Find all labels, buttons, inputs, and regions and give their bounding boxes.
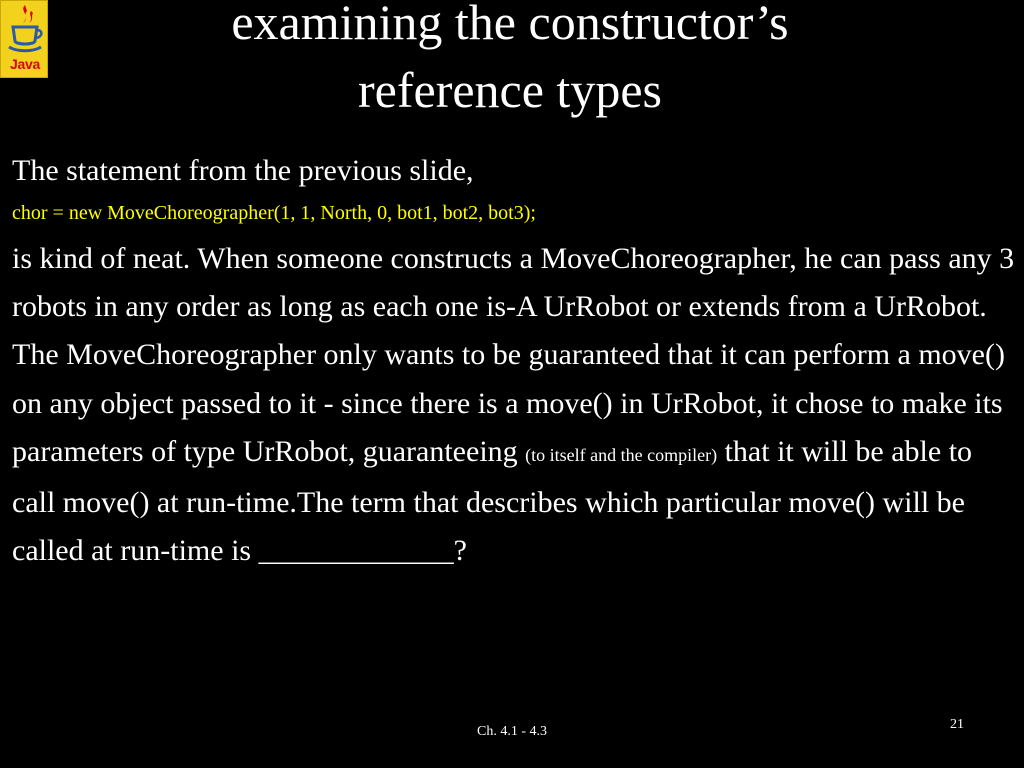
java-logo: [0, 0, 48, 78]
logo-text: Java: [10, 56, 40, 72]
explanation-paragraph: [12, 235, 1017, 575]
intro-text: The statement from the previous slide,: [12, 154, 474, 187]
slide-title-line-2: reference types: [358, 62, 662, 118]
page-number: 21: [950, 717, 964, 732]
paragraph-text-end: that it will be able to call move() at run-time.The term that describes which particular move() will be called at run-time is _____________?: [12, 434, 973, 568]
paragraph-note: (to itself and the compiler): [525, 444, 718, 465]
slide-footer: Ch. 4.1 - 4.3: [477, 724, 547, 739]
slide-title-line-1: examining the constructor’s: [231, 0, 789, 50]
slide-body: [12, 147, 1017, 575]
paragraph-text-start: is kind of neat. When someone constructs a MoveChoreographer, he can pass any 3 robots in any order as long as each one is-A UrRobot or extends from a UrRobot. The MoveChoreographer only wants to be guaranteed that it can perform a move() on any object passed to it - since there is a move() in UrRobot, it chose to make its parameters of type UrRobot, guaranteeing: [12, 242, 1015, 468]
code-statement: chor = new MoveChoreographer(1, 1, North, 0, bot1, bot2, bot3);: [12, 202, 536, 224]
slide-title: [60, 0, 960, 124]
java-coffee-cup-icon: [1, 1, 49, 57]
